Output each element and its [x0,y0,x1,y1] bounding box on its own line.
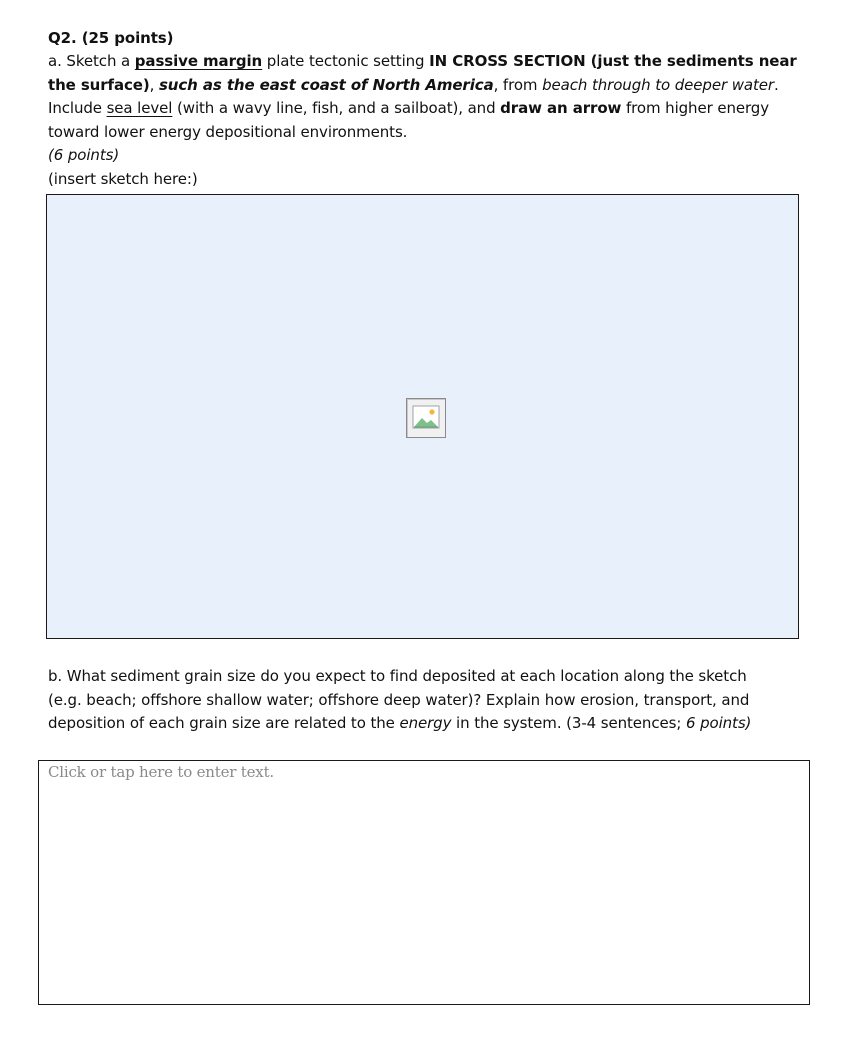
picture-icon [407,399,445,437]
part-a-prompt [48,50,818,191]
part-a-text: . [773,75,779,94]
part-a-line-4 [48,121,818,145]
passive-margin-term: passive margin [134,52,263,70]
question-title: Q2. (25 points) [48,29,174,47]
part-a-text: lower energy depositional environments. [104,122,408,141]
part-a-line-3 [48,97,818,121]
answer-text-field[interactable] [38,760,810,1005]
part-a-text: (with a wavy line, fish, and a sailboat), and [172,99,501,117]
part-b-points: 6 points) [685,714,752,732]
part-a-text: plate tectonic setting [262,52,430,70]
question-header [48,27,818,51]
insert-sketch-hint: (insert sketch here:) [48,169,198,188]
part-a-points: (6 points) [48,146,120,164]
part-b-text: deposition of each grain size are related to the [48,714,400,732]
part-b-text: in the system. (3-4 sentences; [451,714,686,732]
part-b-prompt [48,665,818,736]
part-b-line-1: b. What sediment grain size do you expect to find deposited at each location along the sketch [48,667,747,685]
part-a-line-2 [48,74,818,98]
image-placeholder-icon[interactable] [406,398,446,438]
part-a-text: Include [48,99,107,117]
draw-arrow-emphasis: draw an arrow [500,99,622,117]
part-b-line-2: (e.g. beach; offshore shallow water; offshore deep water)? Explain how erosion, transport, and [48,690,750,709]
part-a-text: , [149,75,159,94]
sea-level-term: sea level [106,99,173,117]
east-coast-example: such as the east coast of North America [158,75,494,94]
beach-to-deep-water: beach through to deeper water [542,75,774,94]
cross-section-emphasis: IN CROSS SECTION (just the sediments near [429,52,797,70]
part-a-text: , from [493,75,543,94]
answer-placeholder: Click or tap here to enter text. [48,763,274,781]
part-a-text: toward [48,122,105,141]
part-a-line-1 [48,50,818,74]
part-b-line-3 [48,712,818,736]
energy-term: energy [399,714,452,732]
part-a-text: a. Sketch a [48,52,135,70]
part-a-text: from higher energy [621,99,769,117]
cross-section-emphasis-end: the surface) [48,75,150,94]
